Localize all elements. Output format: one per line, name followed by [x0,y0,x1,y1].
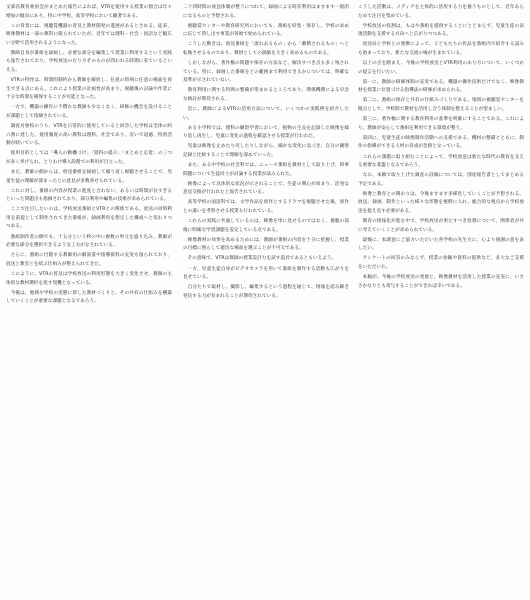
paragraph: 映像によって具体的な状況が示されることで、生徒の関心が高まり、活発な意見交換が行われたと報告されている。 [183,181,349,196]
paragraph: ある小学校では、理科の観察学習において、植物の生長を記録した映像を繰り返し再生し、児童に変化の過程を確認させる授業が行われた。 [183,125,349,140]
paragraph: 次に、教師によるVTRの活用方法について、いくつかの実践例を紹介したい。 [183,106,349,121]
paragraph: こうした活動は、メディアを主体的に活用する力を養うものとして、近年あらためて注目を集めている。 [358,5,524,19]
paragraph: 文部省教育委員会がまとめた報告によれば、VTRを使用する授業の割合は年々増加の傾向にあり、特に中学校、高等学校において顕著である。 [6,5,172,19]
paragraph: ここで注目したいのは、学校放送番組とVTRとの関係である。放送の同時利用を前提として制作されてきた番組が、録画利用を想定した構成へと変わりつつある。 [6,207,172,230]
paragraph: 教育の情報化が進む中で、学校放送が果たすべき役割について、関係者が共に考えていくことが求められている。 [358,219,524,233]
paragraph: これらの実践に共通しているのは、映像を単に見せるのではなく、視聴の前後に明確な学習課題を設定している点である。 [183,219,349,233]
paragraph: また、ある中学校の社会科では、ニュース番組を教材として取り上げ、時事問題について生徒同士が討論する授業が試みられた。 [183,163,349,177]
paragraph: 一方で、機器の操作に不慣れな教師も少なくなく、研修の機会を設けることが課題として指摘されている。 [6,105,172,119]
paragraph: その意味で、VTRは教師の授業設計力を試す道具であるともいえよう。 [187,256,337,262]
paragraph: VTRの特性は、時間的制約から教師を解放し、任意の時刻に任意の場面を再生できる点にある。これにより授業の計画性が高まり、視聴後の討論や作業に十分な時間を確保することが可能となった。 [6,78,172,101]
text-column-2 [183,4,349,596]
paragraph: さらに、番組に付随する教師用の解説書や指導資料の充実も図られており、放送と教室とを結ぶ仕組みが整えられてきた。 [6,253,172,267]
paragraph: アンケートの回答のみならず、授業の参観や資料の提供など、多大なご支援をいただいた。 [358,256,524,271]
paragraph: この背景には、視聴覚機器の普及と教材開発の進展があるとされる。従来、映像教材は一部の教科に限られていたが、近年では理科・社会・国語など幅広い分野で活用されるようになった。 [6,23,172,46]
paragraph: 映像と教育との関わりは、今後ますます多様化していくことが予想される。放送、録画、制作といった様々な形態を視野に入れ、総合的な視点から学校放送を捉え直す必要がある。 [358,191,524,214]
paragraph: 高等学校の国語科では、文学作品を原作とするドラマを視聴させた後、原作との違いを考察させる授業も行われている。 [183,200,349,214]
paragraph: 学校放送の役割は、もはや番組を提供することにとどまらず、児童生徒の表現活動を支援する方向へと広がりつつある。 [358,23,524,38]
paragraph: 最後に、本調査にご協力いただいた各学校の先生方に、心より感謝の意を表したい。 [358,237,524,252]
paragraph: 教育利用に関する特例の整備が望まれるところであり、関係機関による早急な検討が期待される。 [183,88,349,102]
paragraph: 以上の点を踏まえ、今後の学校放送とVTR利用のあり方について、いくつかの提言を行いたい。 [358,61,524,75]
paragraph: 本稿が、今後の学校放送の発展と、映像教材を活用した授業の充実に、いささかなりとも寄与することができれば幸いである。 [358,275,524,289]
paragraph: 児童は映像を止めたり戻したりしながら、細かな変化に気づき、自分の観察記録と比較することで理解を深めていった。 [183,144,349,158]
paragraph: 使用目的としては「導入の動機づけ」「資料の提示」「まとめと定着」の三つが多く挙げられ、とりわけ導入段階での利用が目立った。 [6,151,172,165]
paragraph: 自分たちで取材し、撮影し、編集するという過程を通じて、情報を読み解き発信する力が育まれることが期待されている。 [183,285,349,299]
paragraph: これに対し、番組の内容が授業の進度と合わない、あるいは時間が長すぎるといった問題点も指摘されており、部分利用や編集の技術が求められている。 [6,188,172,203]
paragraph: 視聴覚センターや教育研究所においても、番組を収集・保存し、学校の求めに応じて貸し出す事業が各地で始められている。 [183,23,349,38]
paragraph: 第三に、著作権に関する教育利用の基準を明確にすることである。これにより、教師が安心して番組を利用できる環境が整う。 [358,117,524,131]
paragraph: 調査対象校のうち、VTRを日常的に使用していると回答した学校は全体の約六割に達した。使用頻度の高い教科は理科、社会であり、次いで道徳、特別活動が続いている。 [6,124,172,147]
paragraph: このように、VTRの普及は学校放送の利用形態を大きく変化させ、教師の主体的な教材選択を促す契機となっている。 [6,271,172,286]
paragraph: これらの課題に取り組むことによって、学校放送は新たな時代の教育を支える重要な基盤となるであろう。 [358,154,524,169]
text-column-1 [6,4,172,596]
paragraph: 二十四時間の放送体制が整うにつれて、録画による時差利用はますます一般的になるものと予想される。 [183,5,349,19]
paragraph: 第四に、児童生徒の映像制作活動への支援である。機材の整備とともに、制作の指導ができる人材の育成が急務となっている。 [358,135,524,150]
paragraph: 第一に、教師の研修体制の充実である。機器の操作技術だけでなく、映像教材を授業に位置づける指導法の研修が求められる。 [358,79,524,94]
paragraph: 第二に、番組の保存と共有の仕組みづくりである。地域の視聴覚センターを拠点として、学校間で教材を活用し合う体制を整えることが望ましい。 [358,98,524,112]
paragraph: 番組制作者の側でも、十五分という枠の中に複数の単元を盛り込み、教師が必要な部分を選択できるような工夫がなされている。 [6,234,172,249]
paragraph: 一方、児童生徒自身がビデオカメラを用いて番組を制作する活動も広がりを見せている。 [183,266,349,281]
paragraph: 放送局と学校との連携によって、子どもたちの作品を番組内で紹介する試みも始まっており、新たな交流の場が生まれている。 [358,42,524,56]
paragraph: しかしながら、著作権の問題や保存の方法など、解決すべき点も多く残されている。特に、録画した番組をどの範囲まで利用できるかについては、明確な基準が示されていない。 [183,61,349,84]
paragraph: 映像教材の効果を高めるためには、教師が番組の内容を十分に把握し、授業の目標に照らして適切な場面を選ぶことが不可欠である。 [183,237,349,252]
paragraph: 教師自身が番組を録画し、必要な部分を編集して授業に利用するという実践も報告されており、学校放送の在り方そのものが問われる時期に来ているといえる。 [6,50,172,74]
paragraph: こうした動きは、放送番組を「流れ去るもの」から「蓄積されるもの」へと転換させるものであり、教材としての価値を大きく高めるものである。 [183,42,349,56]
text-column-3 [358,4,524,596]
paragraph: なお、本稿で取り上げた調査の詳細については、別途報告書としてまとめる予定である。 [358,173,524,187]
paragraph: 今後は、地域や学校の実態に即した教材づくりと、その共有の仕組みを構築していくことが重要な課題となるであろう。 [6,290,172,305]
paragraph: また、教師の側からは、放送番組を録画して繰り返し視聴させることで、児童生徒の理解が深まったとの意見が多数寄せられている。 [6,170,172,184]
